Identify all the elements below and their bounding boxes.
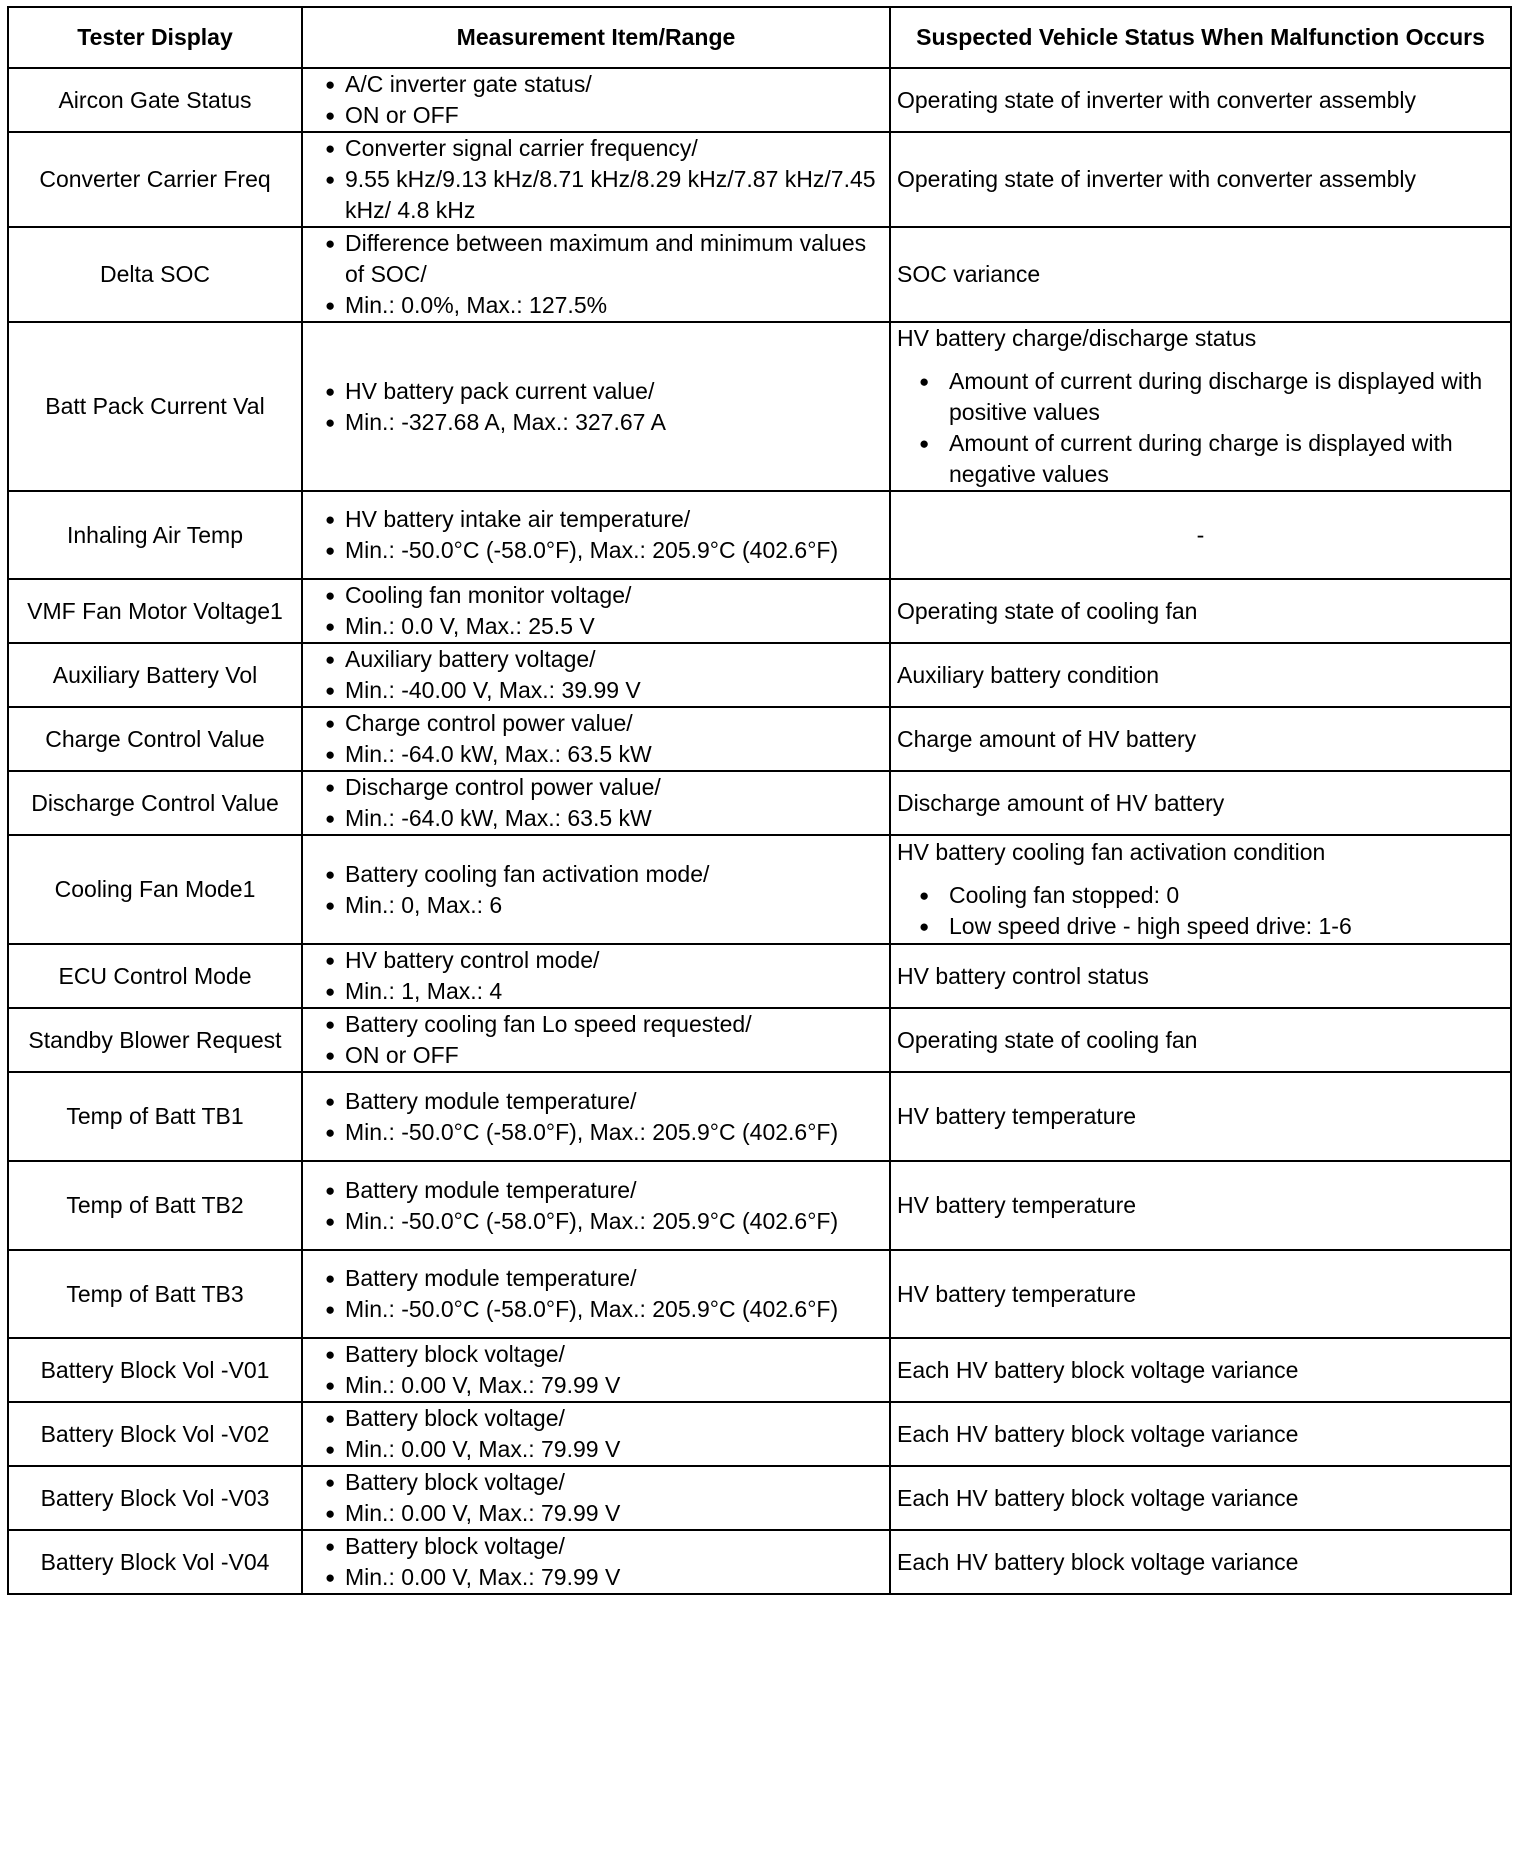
suspected-status-cell: [890, 1008, 1511, 1072]
measurement-bullet: ● Min.: -64.0 kW, Max.: 63.5 kW: [309, 739, 883, 770]
status-text: HV battery temperature: [897, 1192, 1137, 1218]
tester-display-cell: Battery Block Vol -V02: [8, 1402, 302, 1466]
measurement-bullet-list: [309, 580, 883, 642]
tester-display-cell: Batt Pack Current Val: [8, 322, 302, 491]
measurement-bullet: ● Min.: -50.0°C (-58.0°F), Max.: 205.9°C (402.6°F): [309, 1294, 883, 1325]
measurement-item-cell: [302, 1530, 890, 1594]
suspected-status-cell: [890, 1402, 1511, 1466]
table-row: [8, 1250, 1511, 1338]
suspected-status-cell: [890, 835, 1511, 944]
measurement-bullet-list: [309, 1263, 883, 1325]
measurement-bullet-list: [309, 945, 883, 1007]
status-text: Operating state of cooling fan: [897, 1026, 1198, 1053]
tester-display-cell: VMF Fan Motor Voltage1: [8, 579, 302, 643]
table-row: [8, 1161, 1511, 1250]
suspected-status-cell: [890, 1250, 1511, 1338]
measurement-bullet: ● Min.: 0.00 V, Max.: 79.99 V: [309, 1370, 883, 1401]
measurement-item-cell: [302, 1072, 890, 1161]
tester-display-cell: Aircon Gate Status: [8, 68, 302, 132]
measurement-bullet: ● Battery cooling fan activation mode/: [309, 859, 883, 890]
measurement-bullet: ● Battery module temperature/: [309, 1175, 883, 1206]
measurement-item-cell: [302, 771, 890, 835]
measurement-bullet: ● Battery module temperature/: [309, 1263, 883, 1294]
data-list-table: [7, 6, 1512, 1595]
measurement-bullet-list: [309, 644, 883, 706]
measurement-bullet: ● Min.: -50.0°C (-58.0°F), Max.: 205.9°C (402.6°F): [309, 1206, 883, 1237]
suspected-status-cell: [890, 707, 1511, 771]
status-text: Each HV battery block voltage variance: [897, 1420, 1299, 1447]
measurement-bullet: ● Min.: 0.00 V, Max.: 79.99 V: [309, 1434, 883, 1465]
table-row: [8, 132, 1511, 227]
measurement-item-cell: [302, 707, 890, 771]
status-bullet: ● Amount of current during charge is displayed with negative values: [897, 428, 1504, 490]
table-row: [8, 771, 1511, 835]
table-row: [8, 1008, 1511, 1072]
status-text: Operating state of inverter with converter assembly: [897, 166, 1417, 192]
measurement-item-cell: [302, 579, 890, 643]
status-bullet: ● Amount of current during discharge is displayed with positive values: [897, 366, 1504, 428]
measurement-bullet: ● HV battery control mode/: [309, 945, 883, 976]
measurement-bullet-list: [309, 1339, 883, 1401]
measurement-bullet: ● Min.: 0.0 V, Max.: 25.5 V: [309, 611, 883, 642]
suspected-status-cell: [890, 944, 1511, 1008]
table-row: [8, 579, 1511, 643]
tester-display-cell: Inhaling Air Temp: [8, 491, 302, 579]
measurement-bullet: ● Min.: -50.0°C (-58.0°F), Max.: 205.9°C (402.6°F): [309, 535, 883, 566]
status-bullet: ● Cooling fan stopped: 0: [897, 880, 1504, 911]
measurement-bullet: ● Min.: -64.0 kW, Max.: 63.5 kW: [309, 803, 883, 834]
measurement-bullet: ● HV battery intake air temperature/: [309, 504, 883, 535]
measurement-bullet: ● Battery block voltage/: [309, 1531, 883, 1562]
measurement-bullet: ● Battery block voltage/: [309, 1339, 883, 1370]
status-text: Auxiliary battery condition: [897, 661, 1160, 688]
measurement-bullet-list: [309, 708, 883, 770]
status-text: HV battery control status: [897, 962, 1149, 989]
header-row: [8, 7, 1511, 68]
measurement-bullet: ● 9.55 kHz/9.13 kHz/8.71 kHz/8.29 kHz/7.87 kHz/7.45 kHz/ 4.8 kHz: [309, 164, 883, 226]
status-text: Discharge amount of HV battery: [897, 789, 1225, 816]
table-row: [8, 1402, 1511, 1466]
tester-display-cell: Delta SOC: [8, 227, 302, 322]
measurement-bullet: ● Min.: 0.00 V, Max.: 79.99 V: [309, 1498, 883, 1529]
measurement-bullet-list: [309, 859, 883, 921]
tester-display-cell: Cooling Fan Mode1: [8, 835, 302, 944]
measurement-bullet: ● HV battery pack current value/: [309, 376, 883, 407]
suspected-status-cell: [890, 1338, 1511, 1402]
header-measurement-item: Measurement Item/Range: [302, 7, 890, 68]
measurement-item-cell: [302, 68, 890, 132]
status-text: Operating state of cooling fan: [897, 597, 1198, 624]
measurement-bullet-list: [309, 772, 883, 834]
header-suspected-status: Suspected Vehicle Status When Malfunction Occurs: [890, 7, 1511, 68]
tester-display-cell: Temp of Batt TB1: [8, 1072, 302, 1161]
measurement-bullet: ● Difference between maximum and minimum values of SOC/: [309, 228, 883, 290]
measurement-bullet: ● Battery block voltage/: [309, 1467, 883, 1498]
suspected-status-cell: [890, 1530, 1511, 1594]
tester-display-cell: Discharge Control Value: [8, 771, 302, 835]
measurement-bullet-list: [309, 504, 883, 566]
status-text: Each HV battery block voltage variance: [897, 1548, 1299, 1575]
measurement-bullet: ● Battery module temperature/: [309, 1086, 883, 1117]
measurement-bullet: ● Battery block voltage/: [309, 1403, 883, 1434]
measurement-bullet: ● Min.: 0.00 V, Max.: 79.99 V: [309, 1562, 883, 1593]
document-page: [7, 6, 1510, 1595]
measurement-bullet: ● Min.: 0.0%, Max.: 127.5%: [309, 290, 883, 321]
measurement-item-cell: [302, 1338, 890, 1402]
measurement-bullet: ● Min.: 1, Max.: 4: [309, 976, 883, 1007]
measurement-bullet: ● Cooling fan monitor voltage/: [309, 580, 883, 611]
status-bullet-list: [897, 880, 1504, 942]
measurement-item-cell: [302, 1161, 890, 1250]
measurement-item-cell: [302, 1250, 890, 1338]
table-row: [8, 1466, 1511, 1530]
status-text: Each HV battery block voltage variance: [897, 1484, 1299, 1511]
status-bullet: ● Low speed drive - high speed drive: 1-6: [897, 911, 1504, 942]
measurement-item-cell: [302, 1402, 890, 1466]
suspected-status-cell: [890, 491, 1511, 579]
measurement-bullet-list: [309, 69, 883, 131]
table-row: [8, 1072, 1511, 1161]
table-row: [8, 491, 1511, 579]
measurement-bullet-list: [309, 228, 883, 321]
status-text: -: [1196, 521, 1205, 548]
measurement-bullet-list: [309, 1009, 883, 1071]
suspected-status-cell: [890, 227, 1511, 322]
measurement-bullet-list: [309, 133, 883, 226]
measurement-bullet: ● Min.: -40.00 V, Max.: 39.99 V: [309, 675, 883, 706]
measurement-bullet: ● Min.: -50.0°C (-58.0°F), Max.: 205.9°C (402.6°F): [309, 1117, 883, 1148]
tester-display-cell: Temp of Batt TB2: [8, 1161, 302, 1250]
measurement-bullet-list: [309, 1467, 883, 1529]
table-row: [8, 227, 1511, 322]
status-text: HV battery charge/discharge status: [897, 325, 1257, 351]
table-row: [8, 322, 1511, 491]
table-row: [8, 707, 1511, 771]
table-row: [8, 68, 1511, 132]
suspected-status-cell: [890, 579, 1511, 643]
measurement-bullet-list: [309, 1531, 883, 1593]
measurement-bullet-list: [309, 1403, 883, 1465]
tester-display-cell: Battery Block Vol -V01: [8, 1338, 302, 1402]
measurement-bullet: ● Discharge control power value/: [309, 772, 883, 803]
header-tester-display: Tester Display: [8, 7, 302, 68]
suspected-status-cell: [890, 1161, 1511, 1250]
status-text: HV battery temperature: [897, 1280, 1137, 1307]
measurement-bullet: ● Battery cooling fan Lo speed requested/: [309, 1009, 883, 1040]
measurement-item-cell: [302, 835, 890, 944]
suspected-status-cell: [890, 1466, 1511, 1530]
measurement-bullet-list: [309, 1175, 883, 1237]
table-row: [8, 1338, 1511, 1402]
status-text: SOC variance: [897, 261, 1041, 287]
tester-display-cell: Auxiliary Battery Vol: [8, 643, 302, 707]
measurement-item-cell: [302, 227, 890, 322]
status-bullet-list: [897, 366, 1504, 490]
status-text: HV battery temperature: [897, 1103, 1137, 1129]
measurement-bullet: ● A/C inverter gate status/: [309, 69, 883, 100]
measurement-bullet-list: [309, 376, 883, 438]
tester-display-cell: ECU Control Mode: [8, 944, 302, 1008]
measurement-bullet: ● Converter signal carrier frequency/: [309, 133, 883, 164]
suspected-status-cell: [890, 68, 1511, 132]
tester-display-cell: Temp of Batt TB3: [8, 1250, 302, 1338]
suspected-status-cell: [890, 643, 1511, 707]
measurement-item-cell: [302, 1466, 890, 1530]
measurement-item-cell: [302, 944, 890, 1008]
measurement-item-cell: [302, 491, 890, 579]
measurement-bullet: ● Auxiliary battery voltage/: [309, 644, 883, 675]
table-row: [8, 1530, 1511, 1594]
status-text: Each HV battery block voltage variance: [897, 1356, 1299, 1383]
tester-display-cell: Charge Control Value: [8, 707, 302, 771]
table-row: [8, 835, 1511, 944]
measurement-item-cell: [302, 322, 890, 491]
suspected-status-cell: [890, 771, 1511, 835]
measurement-bullet: ● Min.: 0, Max.: 6: [309, 890, 883, 921]
measurement-bullet-list: [309, 1086, 883, 1148]
measurement-item-cell: [302, 132, 890, 227]
measurement-bullet: ● ON or OFF: [309, 1040, 883, 1071]
table-row: [8, 643, 1511, 707]
tester-display-cell: Battery Block Vol -V03: [8, 1466, 302, 1530]
status-text: Charge amount of HV battery: [897, 725, 1197, 752]
suspected-status-cell: [890, 132, 1511, 227]
measurement-item-cell: [302, 643, 890, 707]
measurement-item-cell: [302, 1008, 890, 1072]
measurement-bullet: ● Min.: -327.68 A, Max.: 327.67 A: [309, 407, 883, 438]
status-text: HV battery cooling fan activation condition: [897, 839, 1326, 865]
table-row: [8, 944, 1511, 1008]
suspected-status-cell: [890, 1072, 1511, 1161]
suspected-status-cell: [890, 322, 1511, 491]
tester-display-cell: Converter Carrier Freq: [8, 132, 302, 227]
tester-display-cell: Battery Block Vol -V04: [8, 1530, 302, 1594]
status-text: Operating state of inverter with converter assembly: [897, 86, 1417, 113]
measurement-bullet: ● Charge control power value/: [309, 708, 883, 739]
tester-display-cell: Standby Blower Request: [8, 1008, 302, 1072]
measurement-bullet: ● ON or OFF: [309, 100, 883, 131]
